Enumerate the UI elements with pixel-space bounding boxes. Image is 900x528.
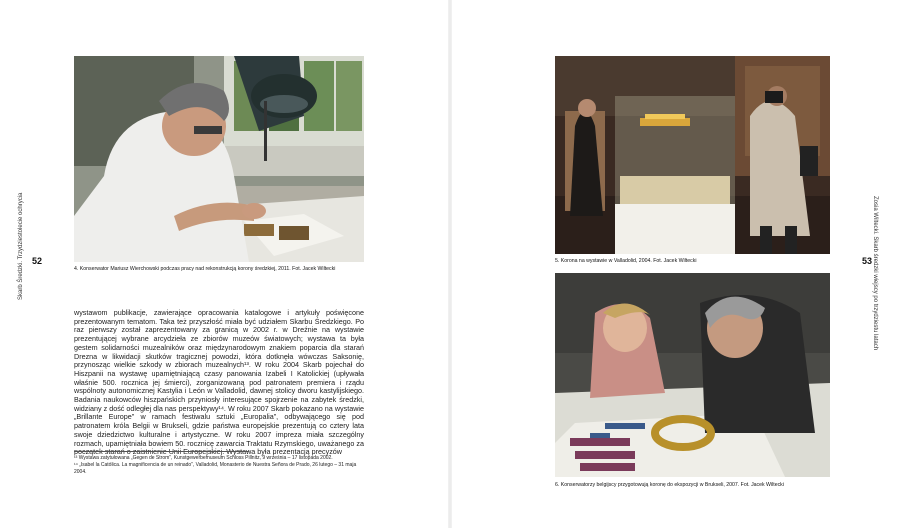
running-head-right: Zosia Wiltecki. Skarb średzki wiejscy po trzydziestu latach <box>872 196 878 351</box>
photo-conservators-brussels <box>555 273 830 477</box>
page-number-left: 52 <box>32 256 43 266</box>
running-head-left: Skarb Średzki. Trzydziestolecie ochrycia <box>18 192 24 300</box>
footnote-14: ¹⁴ „Isabel la Católica. La magnificencia de un reinado”, Valladolid, Monasterio de Nuestra Señora de Prado, 26 lutego – 31 maja 2004. <box>74 462 357 475</box>
footnotes <box>74 455 364 476</box>
caption-photo-4: 4. Konserwator Mariusz Wierchowski podczas pracy nad rekonstrukcją korony średzkiej, 2011. Fot. Jacek Wiltecki <box>74 266 336 272</box>
body-text <box>74 309 364 457</box>
caption-photo-6: 6. Konserwatorzy belgijscy przygotowują koronę do ekspozycji w Brukseli, 2007. Fot. Jacek Wiltecki <box>555 482 784 488</box>
photo-crown-exhibition-valladolid <box>555 56 830 254</box>
body-paragraph: wystawom publikacje, zawierające opracowania katalogowe i artykuły poświęcone prezentowanym tematom. Taka też przyszłość miała być udziałem Skarbu Średzkiego. Po raz pierwszy został zaprezentowany za granicą w 2002 r. w Dreźnie na wystawie prezentującej wybrane arcydzieła ze zbiorów muzeów światowych; wystawa ta była gestem solidarności muzealników oraz międzynarodowym znakiem poparcia dla starań Drezna w likwidacji skutków tragicznej powodzi, która dotknęła wówczas Saksonię, przynosząc wielkie szkody w zbiorach muzealnych¹³. W roku 2004 Skarb pojechał do Hiszpanii na wystawę upamiętniającą czasy panowania Izabeli I Katolickiej (upływała właśnie 500. rocznica jej śmierci), zorganizowaną pod patronatem premiera i rządu wspólnoty autonomicznej Kastylia i León w Valladolid, dawnej stolicy dworu kastylijskiego. Badania naukowców hiszpańskich przyniosły interesujące spojrzenie na zabytek średzki, widziany z dość odległej dla nas perspektywy¹⁴. W roku 2007 Skarb pokazano na wystawie „Brillante Europe” w ramach festiwalu sztuki „Europalia”, odbywającego się pod patronatem króla Belgii w Brukseli, gdzie państwa europejskie prezentują co cztery lata swoje dziedzictwo kulturalne i artystyczne. W roku 2007 impreza miała szczególny rozmach, upamiętniała bowiem 50. rocznicę zawarcia Traktatu Rzymskiego, uważanego za początek starań o zaistnienie Unii Europejskiej. Wystawa była prezentacją precyzów <box>74 308 364 457</box>
book-gutter <box>448 0 452 528</box>
page-number-right: 53 <box>862 256 873 266</box>
caption-photo-5: 5. Korona na wystawie w Valladolid, 2004. Fot. Jacek Wiltecki <box>555 258 697 264</box>
photo-conservator-at-work <box>74 56 364 262</box>
footnote-rule <box>74 451 249 452</box>
footnote-13: ¹³ Wystawa zatytułowana „Gegen de Strom”, Kunstgewerbemuseum Schloss Pillnitz, 9 września – 17 listopada 2002. <box>74 455 333 461</box>
